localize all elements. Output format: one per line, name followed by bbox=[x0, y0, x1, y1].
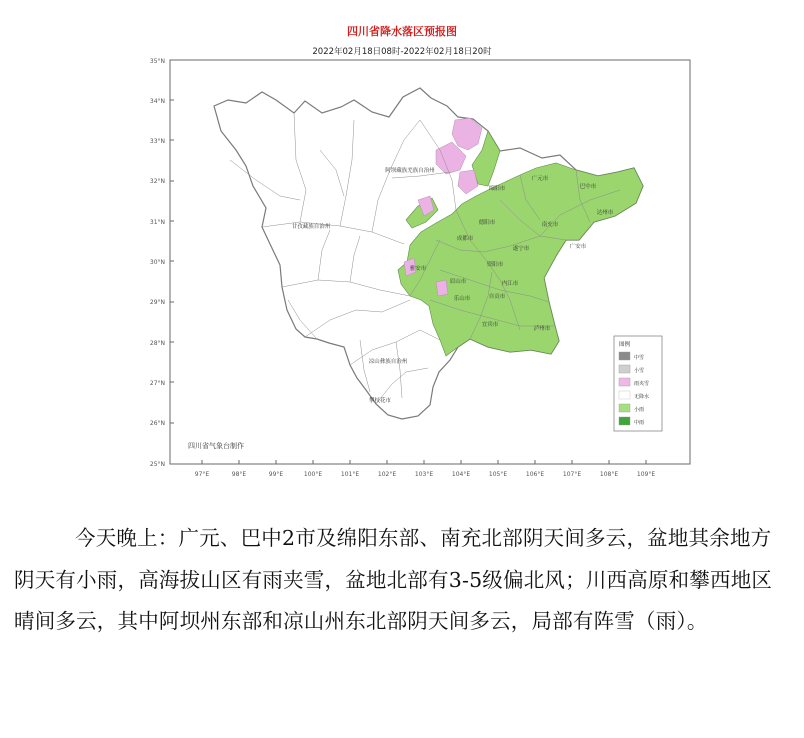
map-subtitle: 2022年02月18日08时-2022年02月18日20时 bbox=[312, 47, 492, 57]
lat-label: 33°N bbox=[149, 138, 165, 145]
lat-label: 30°N bbox=[149, 259, 165, 266]
legend-label: 无降水 bbox=[634, 394, 650, 400]
legend-swatch bbox=[619, 365, 630, 373]
region-label-ganzi: 甘孜藏族自治州 bbox=[291, 224, 331, 230]
region-label-bazhong: 巴中市 bbox=[579, 184, 597, 190]
legend-label: 中雨 bbox=[634, 420, 645, 426]
lon-label: 108°E bbox=[599, 471, 619, 478]
legend-swatch bbox=[619, 352, 630, 360]
region-label-aba: 阿坝藏族羌族自治州 bbox=[385, 168, 435, 174]
lat-label: 31°N bbox=[149, 219, 165, 226]
forecast-description: 今天晚上：广元、巴中2市及绵阳东部、南充北部阴天间多云，盆地其余地方阴天有小雨，高海拔山区有雨夹雪，盆地北部有3-5级偏北风；川西高原和攀西地区晴间多云，其中阿坝州东部和凉山州东北部阴天间多云，局部有阵雪（雨）。 bbox=[14, 526, 773, 633]
region-label-yibin: 宜宾市 bbox=[481, 322, 499, 328]
lat-label: 25°N bbox=[149, 461, 165, 468]
region-label-guangyuan: 广元市 bbox=[531, 176, 549, 182]
lat-label: 34°N bbox=[149, 98, 165, 105]
lon-label: 109°E bbox=[636, 471, 656, 478]
legend-swatch bbox=[619, 417, 630, 425]
legend-swatch bbox=[619, 391, 630, 399]
legend-label: 小雪 bbox=[634, 368, 645, 374]
map-legend bbox=[614, 336, 662, 431]
lon-label: 101°E bbox=[340, 471, 360, 478]
region-label-zigong: 自贡市 bbox=[488, 294, 506, 300]
lat-axis bbox=[150, 58, 165, 468]
lat-label: 28°N bbox=[149, 340, 165, 347]
legend-label: 小雨 bbox=[634, 407, 645, 413]
lat-label: 35°N bbox=[149, 58, 165, 65]
lon-label: 102°E bbox=[377, 471, 397, 478]
lon-label: 105°E bbox=[488, 471, 508, 478]
lat-label: 29°N bbox=[149, 299, 165, 306]
region-label-yaan: 雅安市 bbox=[409, 266, 427, 272]
region-label-meishan: 眉山市 bbox=[449, 279, 467, 285]
region-label-leshan: 乐山市 bbox=[453, 296, 471, 302]
lon-label: 100°E bbox=[303, 471, 323, 478]
legend-swatch bbox=[619, 378, 630, 386]
lon-label: 103°E bbox=[414, 471, 434, 478]
lon-label: 106°E bbox=[525, 471, 545, 478]
region-label-nanchong: 南充市 bbox=[541, 222, 559, 228]
region-label-deyang: 德阳市 bbox=[478, 220, 496, 226]
lon-label: 97°E bbox=[194, 471, 210, 478]
map-title: 四川省降水落区预报图 bbox=[347, 25, 457, 38]
region-label-panzhihua: 攀枝花市 bbox=[368, 398, 392, 404]
sleet-patch bbox=[436, 280, 448, 296]
region-label-neijiang: 内江市 bbox=[501, 281, 519, 287]
region-label-mianyang: 绵阳市 bbox=[488, 186, 506, 192]
legend-label: 雨夹雪 bbox=[634, 381, 650, 387]
lat-label: 32°N bbox=[149, 178, 165, 185]
region-label-dazhou: 达州市 bbox=[596, 210, 614, 216]
map-credit: 四川省气象台制作 bbox=[188, 442, 244, 450]
lon-label: 107°E bbox=[562, 471, 582, 478]
legend-title: 图例 bbox=[619, 342, 631, 348]
lat-label: 26°N bbox=[149, 420, 165, 427]
region-label-liangshan: 凉山彝族自治州 bbox=[368, 359, 408, 365]
legend-label: 中雪 bbox=[634, 355, 645, 361]
legend-swatch bbox=[619, 404, 630, 412]
region-label-guangan: 广安市 bbox=[569, 244, 587, 250]
region-label-ziyang: 资阳市 bbox=[486, 262, 504, 268]
region-label-luzhou: 泸州市 bbox=[533, 326, 551, 332]
lon-label: 104°E bbox=[451, 471, 471, 478]
lon-label: 98°E bbox=[231, 471, 247, 478]
lon-axis bbox=[195, 471, 656, 478]
region-label-chengdu: 成都市 bbox=[456, 236, 474, 242]
region-label-suining: 遂宁市 bbox=[512, 246, 530, 252]
lon-label: 99°E bbox=[268, 471, 284, 478]
lat-label: 27°N bbox=[149, 380, 165, 387]
